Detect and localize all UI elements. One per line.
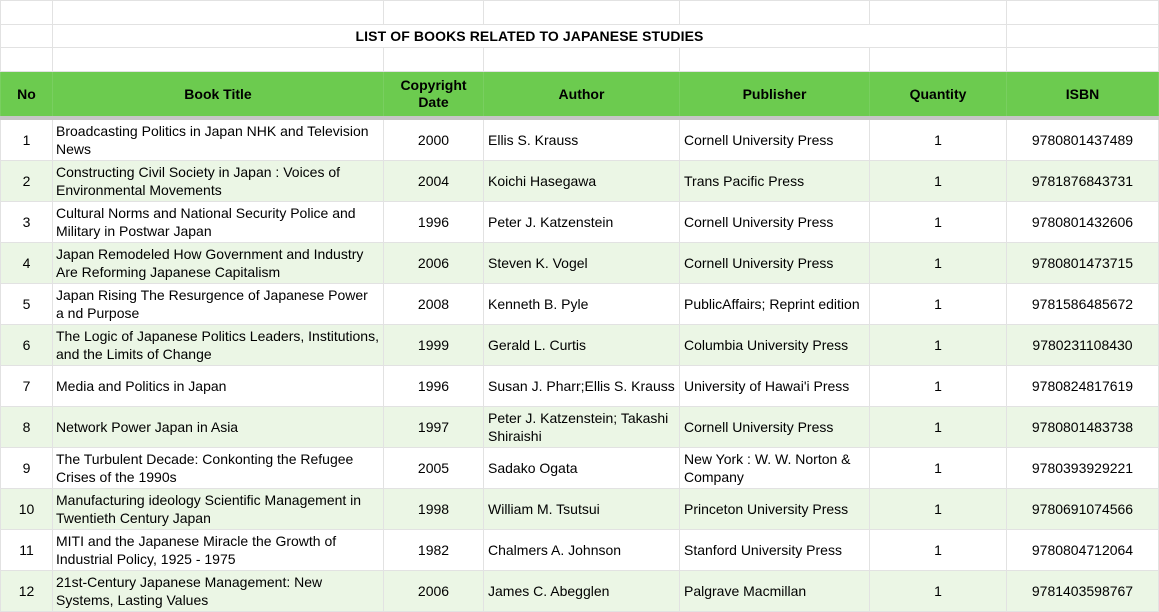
cell-no[interactable]: 2 [1,161,53,202]
sheet-title[interactable]: LIST OF BOOKS RELATED TO JAPANESE STUDIES [53,25,1007,48]
cell-copyright-date[interactable]: 1996 [384,366,484,407]
cell-copyright-date[interactable]: 1997 [384,407,484,448]
cell-isbn[interactable]: 9780801437489 [1007,118,1159,161]
cell-author[interactable]: Sadako Ogata [484,448,680,489]
cell-author[interactable]: Koichi Hasegawa [484,161,680,202]
cell-publisher[interactable]: Cornell University Press [680,407,870,448]
header-book-title[interactable]: Book Title [53,72,384,119]
cell-isbn[interactable]: 9780801473715 [1007,243,1159,284]
table-row [1,571,1159,612]
cell-copyright-date[interactable]: 1998 [384,489,484,530]
cell-quantity[interactable]: 1 [870,243,1007,284]
cell-publisher[interactable]: PublicAffairs; Reprint edition [680,284,870,325]
cell[interactable] [384,48,484,72]
cell-isbn[interactable]: 9780691074566 [1007,489,1159,530]
cell-author[interactable]: Gerald L. Curtis [484,325,680,366]
cell-isbn[interactable]: 9780231108430 [1007,325,1159,366]
cell-copyright-date[interactable]: 2008 [384,284,484,325]
cell-book-title[interactable]: Media and Politics in Japan [53,366,384,407]
cell-book-title[interactable]: MITI and the Japanese Miracle the Growth of Industrial Policy, 1925 - 1975 [53,530,384,571]
table-row [1,407,1159,448]
cell-author[interactable]: Ellis S. Krauss [484,118,680,161]
cell-quantity[interactable]: 1 [870,530,1007,571]
cell[interactable] [53,1,384,25]
table-row [1,530,1159,571]
cell[interactable] [1,25,53,48]
cell[interactable] [484,48,680,72]
cell-book-title[interactable]: Network Power Japan in Asia [53,407,384,448]
cell[interactable] [680,48,870,72]
cell-publisher[interactable]: Palgrave Macmillan [680,571,870,612]
header-copyright-date[interactable]: Copyright Date [384,72,484,119]
cell-quantity[interactable]: 1 [870,489,1007,530]
cell-publisher[interactable]: Columbia University Press [680,325,870,366]
cell[interactable] [870,1,1007,25]
cell-quantity[interactable]: 1 [870,202,1007,243]
cell-copyright-date[interactable]: 2005 [384,448,484,489]
table-row [1,118,1159,161]
cell-isbn[interactable]: 9780393929221 [1007,448,1159,489]
cell-quantity[interactable]: 1 [870,118,1007,161]
cell-no[interactable]: 12 [1,571,53,612]
header-quantity[interactable]: Quantity [870,72,1007,119]
cell[interactable] [1,48,53,72]
cell-publisher[interactable]: Cornell University Press [680,118,870,161]
cell-no[interactable]: 11 [1,530,53,571]
cell[interactable] [1,1,53,25]
cell-no[interactable]: 9 [1,448,53,489]
table-row [1,202,1159,243]
cell-copyright-date[interactable]: 2006 [384,571,484,612]
table-row [1,489,1159,530]
cell-no[interactable]: 3 [1,202,53,243]
table-row [1,325,1159,366]
cell-isbn[interactable]: 9780824817619 [1007,366,1159,407]
header-author[interactable]: Author [484,72,680,119]
table-row [1,243,1159,284]
cell-publisher[interactable]: New York : W. W. Norton & Company [680,448,870,489]
cell-publisher[interactable]: Cornell University Press [680,243,870,284]
title-row [1,25,1159,48]
cell-copyright-date[interactable]: 1996 [384,202,484,243]
cell-isbn[interactable]: 9781586485672 [1007,284,1159,325]
cell-no[interactable]: 7 [1,366,53,407]
cell-quantity[interactable]: 1 [870,284,1007,325]
cell-book-title[interactable]: Constructing Civil Society in Japan : Voices of Environmental Movements [53,161,384,202]
cell[interactable] [484,1,680,25]
header-isbn[interactable]: ISBN [1007,72,1159,119]
cell-quantity[interactable]: 1 [870,571,1007,612]
cell-book-title[interactable]: Broadcasting Politics in Japan NHK and Television News [53,118,384,161]
cell-copyright-date[interactable]: 2006 [384,243,484,284]
cell-quantity[interactable]: 1 [870,407,1007,448]
cell[interactable] [384,1,484,25]
cell-publisher[interactable]: Princeton University Press [680,489,870,530]
cell-book-title[interactable]: Japan Remodeled How Government and Industry Are Reforming Japanese Capitalism [53,243,384,284]
cell-book-title[interactable]: Manufacturing ideology Scientific Management in Twentieth Century Japan [53,489,384,530]
cell[interactable] [1007,48,1159,72]
cell-isbn[interactable]: 9781403598767 [1007,571,1159,612]
cell-book-title[interactable]: Cultural Norms and National Security Police and Military in Postwar Japan [53,202,384,243]
cell-author[interactable]: James C. Abegglen [484,571,680,612]
table-row [1,366,1159,407]
cell[interactable] [680,1,870,25]
cell-copyright-date[interactable]: 1999 [384,325,484,366]
blank-row [1,48,1159,72]
blank-row [1,1,1159,25]
cell-copyright-date[interactable]: 2000 [384,118,484,161]
table-row [1,448,1159,489]
cell-publisher[interactable]: Stanford University Press [680,530,870,571]
cell[interactable] [1007,25,1159,48]
cell-author[interactable]: Susan J. Pharr;Ellis S. Krauss [484,366,680,407]
cell-author[interactable]: Kenneth B. Pyle [484,284,680,325]
cell-isbn[interactable]: 9780801432606 [1007,202,1159,243]
cell-publisher[interactable]: Trans Pacific Press [680,161,870,202]
cell-author[interactable]: Peter J. Katzenstein [484,202,680,243]
cell-publisher[interactable]: Cornell University Press [680,202,870,243]
cell-author[interactable]: Steven K. Vogel [484,243,680,284]
header-publisher[interactable]: Publisher [680,72,870,119]
cell[interactable] [870,48,1007,72]
cell-copyright-date[interactable]: 1982 [384,530,484,571]
cell-author[interactable]: Peter J. Katzenstein; Takashi Shiraishi [484,407,680,448]
cell-copyright-date[interactable]: 2004 [384,161,484,202]
cell-author[interactable]: William M. Tsutsui [484,489,680,530]
cell-book-title[interactable]: Japan Rising The Resurgence of Japanese Power a nd Purpose [53,284,384,325]
table-row [1,284,1159,325]
cell-no[interactable]: 10 [1,489,53,530]
cell[interactable] [53,48,384,72]
cell-quantity[interactable]: 1 [870,448,1007,489]
cell[interactable] [1007,1,1159,25]
header-row [1,72,1159,119]
cell-isbn[interactable]: 9781876843731 [1007,161,1159,202]
table-row [1,161,1159,202]
header-no[interactable]: No [1,72,53,119]
cell-book-title[interactable]: The Logic of Japanese Politics Leaders, Institutions, and the Limits of Change [53,325,384,366]
cell-no[interactable]: 8 [1,407,53,448]
cell-quantity[interactable]: 1 [870,366,1007,407]
cell-isbn[interactable]: 9780801483738 [1007,407,1159,448]
cell-quantity[interactable]: 1 [870,325,1007,366]
cell-no[interactable]: 1 [1,118,53,161]
cell-no[interactable]: 5 [1,284,53,325]
cell-author[interactable]: Chalmers A. Johnson [484,530,680,571]
cell-quantity[interactable]: 1 [870,161,1007,202]
cell-book-title[interactable]: The Turbulent Decade: Conkonting the Refugee Crises of the 1990s [53,448,384,489]
cell-no[interactable]: 6 [1,325,53,366]
cell-no[interactable]: 4 [1,243,53,284]
cell-book-title[interactable]: 21st-Century Japanese Management: New Systems, Lasting Values [53,571,384,612]
cell-isbn[interactable]: 9780804712064 [1007,530,1159,571]
cell-publisher[interactable]: University of Hawai'i Press [680,366,870,407]
